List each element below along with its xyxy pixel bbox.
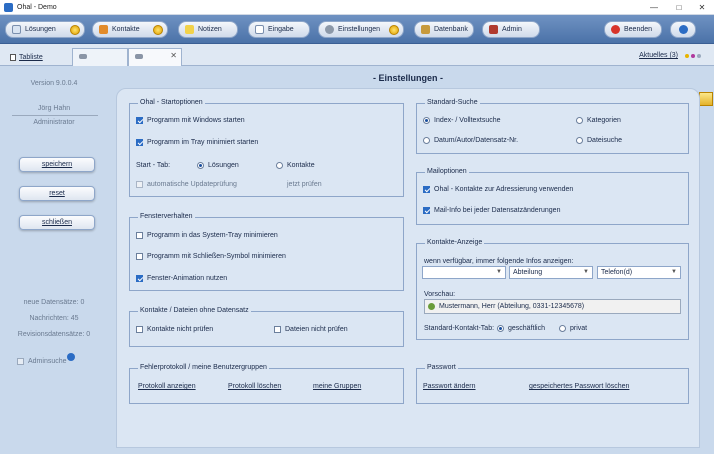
radio[interactable] [276, 162, 283, 169]
info-select-3[interactable]: Telefon(d) ▼ [597, 266, 681, 279]
einstellungen-button[interactable] [318, 21, 404, 38]
tab-tabliste[interactable]: Tabliste [10, 48, 43, 66]
user-name: Jörg Hahn [37, 105, 71, 112]
group-title: Kontakte / Dateien ohne Datensatz [140, 307, 249, 314]
note-icon [185, 25, 194, 34]
info-select-1[interactable] [422, 266, 506, 279]
group-title: Kontakte-Anzeige [427, 239, 483, 246]
radio[interactable] [423, 137, 430, 144]
radio[interactable] [197, 162, 204, 169]
wrench-icon [79, 54, 87, 59]
page-title: - Einstellungen - [372, 73, 443, 83]
group-title: Mailoptionen [427, 168, 467, 175]
info-select-2[interactable]: Abteilung ▼ [509, 266, 593, 279]
index-search-radio[interactable]: Index- / Volltextsuche [423, 117, 501, 124]
checkbox[interactable] [423, 207, 430, 214]
revisions-count: Revisionsdatensätze: 0 [17, 331, 91, 338]
dateisuche-radio[interactable]: Dateisuche [576, 137, 622, 144]
input-icon [255, 25, 264, 34]
new-records-count: neue Datensätze: 0 [23, 299, 85, 306]
status-dot-yellow [685, 54, 689, 58]
adminsuche-box[interactable] [17, 358, 24, 365]
vorschau-label: Vorschau: [424, 291, 456, 298]
datum-autor-radio[interactable]: Datum/Autor/Datensatz-Nr. [423, 137, 518, 144]
start-tab-label: Start - Tab: [136, 162, 171, 169]
right-strip [700, 66, 714, 454]
window-title: Ohal - Demo [17, 3, 57, 11]
tray-minimize-checkbox[interactable]: Programm in das System-Tray minimieren [136, 232, 278, 239]
radio[interactable] [576, 117, 583, 124]
close-button[interactable]: schließen [19, 215, 95, 230]
default-tab-label: Standard-Kontakt-Tab: [424, 325, 495, 332]
beenden-button[interactable] [604, 21, 662, 38]
sidebar [0, 66, 108, 454]
notizen-label: Notizen [198, 26, 222, 33]
favorite-star-icon[interactable] [70, 25, 80, 35]
loesungen-label: Lösungen [25, 26, 56, 33]
status-dot-grey [697, 54, 701, 58]
start-tab-loesungen-radio[interactable]: Lösungen [197, 162, 239, 169]
group-title: Fehlerprotokoll / meine Benutzergruppen [140, 364, 267, 371]
geschaeftlich-radio[interactable]: geschäftlich [497, 325, 545, 332]
checkbox[interactable] [274, 326, 281, 333]
tab-bar [0, 44, 714, 66]
delete-saved-password-link[interactable]: gespeichertes Passwort löschen [529, 383, 630, 390]
version-text: Version 9.0.0.4 [30, 80, 78, 87]
mail-info-checkbox[interactable]: Mail-Info bei jeder Datensatzänderungen [423, 207, 560, 214]
show-log-link[interactable]: Protokoll anzeigen [138, 383, 196, 390]
einstellungen-label: Einstellungen [338, 26, 381, 33]
animation-checkbox[interactable]: Fenster-Animation nutzen [136, 275, 227, 282]
start-windows-checkbox[interactable]: Programm mit Windows starten [136, 117, 245, 124]
check-now-button[interactable]: jetzt prüfen [287, 181, 322, 188]
favorite-star-icon[interactable] [389, 25, 399, 35]
adminsuche-checkbox[interactable]: Adminsuche [17, 358, 67, 365]
user-role: Administrator [33, 119, 75, 126]
privat-radio[interactable]: privat [559, 325, 587, 332]
datenbank-label: Datenbank [434, 26, 468, 33]
minimize-button[interactable]: — [650, 3, 658, 12]
tabliste-icon [10, 54, 16, 61]
sidebar-divider [12, 115, 98, 116]
vorschau-field: Mustermann, Herr (Abteilung, 0331-12345678) [424, 299, 681, 314]
eingabe-button[interactable] [248, 21, 310, 38]
chevron-down-icon: ▼ [583, 269, 589, 275]
group-title: Passwort [427, 364, 456, 371]
app-icon [4, 3, 13, 12]
beenden-label: Beenden [624, 26, 653, 33]
power-icon [611, 25, 620, 34]
chevron-down-icon: ▼ [671, 269, 677, 275]
group-mailoptionen [416, 168, 689, 225]
contacts-addressing-checkbox[interactable]: Ohal - Kontakte zur Adressierung verwenden [423, 186, 573, 193]
close-minimize-checkbox[interactable]: Programm mit Schließen-Symbol minimieren [136, 253, 286, 260]
reset-button[interactable]: reset [19, 186, 95, 201]
group-title: Fensterverhalten [140, 213, 193, 220]
radio[interactable] [559, 325, 566, 332]
my-groups-link[interactable]: meine Gruppen [313, 383, 362, 390]
favorite-star-icon[interactable] [153, 25, 163, 35]
checkbox[interactable] [423, 186, 430, 193]
status-dot-purple [691, 54, 695, 58]
contacts-icon [99, 25, 108, 34]
wrench-icon [135, 54, 143, 59]
title-bar [0, 0, 714, 15]
radio[interactable] [423, 117, 430, 124]
info-button[interactable] [670, 21, 696, 38]
group-title: Standard-Suche [427, 99, 478, 106]
change-password-link[interactable]: Passwort ändern [423, 383, 476, 390]
kontakte-anzeige-hint: wenn verfügbar, immer folgende Infos anzeigen: [424, 258, 574, 265]
admin-button[interactable] [482, 21, 540, 38]
kategorien-radio[interactable]: Kategorien [576, 117, 621, 124]
radio[interactable] [497, 325, 504, 332]
checkbox[interactable] [136, 275, 143, 282]
info-icon[interactable] [67, 353, 75, 361]
radio[interactable] [576, 137, 583, 144]
checkbox[interactable] [136, 181, 143, 188]
aktuelles-link[interactable]: Aktuelles (3) [639, 52, 678, 59]
tab-empty[interactable] [72, 48, 128, 66]
datenbank-button[interactable] [414, 21, 474, 38]
check-contacts-checkbox[interactable]: Kontakte nicht prüfen [136, 326, 213, 333]
close-window-button[interactable]: ✕ [698, 3, 706, 12]
gear-icon [325, 25, 334, 34]
checkbox[interactable] [136, 117, 143, 124]
checkbox[interactable] [136, 232, 143, 239]
info-icon [679, 25, 688, 34]
save-button[interactable]: speichern [19, 157, 95, 172]
eingabe-label: Eingabe [268, 26, 294, 33]
tab-einstellungen[interactable] [128, 48, 182, 66]
notizen-button[interactable] [178, 21, 238, 38]
checkbox[interactable] [136, 139, 143, 146]
start-tray-checkbox[interactable]: Programm im Tray minimiert starten [136, 139, 258, 146]
document-icon [12, 25, 21, 34]
check-files-checkbox[interactable]: Dateien nicht prüfen [274, 326, 348, 333]
group-title: Ohal - Startoptionen [140, 99, 203, 106]
admin-tools-icon [489, 25, 498, 34]
checkbox[interactable] [136, 326, 143, 333]
start-tab-kontakte-radio[interactable]: Kontakte [276, 162, 315, 169]
admin-label: Admin [502, 26, 522, 33]
maximize-button[interactable]: □ [676, 3, 682, 12]
close-tab-icon[interactable]: ✕ [170, 51, 177, 60]
checkbox[interactable] [136, 253, 143, 260]
loesungen-button[interactable] [5, 21, 85, 38]
group-standard-suche [416, 99, 689, 154]
pin-star-icon[interactable] [699, 92, 713, 106]
auto-update-checkbox[interactable]: automatische Updateprüfung [136, 181, 237, 188]
kontakte-button[interactable] [92, 21, 168, 38]
person-icon [428, 303, 435, 310]
kontakte-label: Kontakte [112, 26, 140, 33]
messages-count: Nachrichten: 45 [29, 315, 79, 322]
delete-log-link[interactable]: Protokoll löschen [228, 383, 282, 390]
database-icon [421, 25, 430, 34]
chevron-down-icon: ▼ [496, 269, 502, 275]
main-toolbar [0, 15, 714, 44]
